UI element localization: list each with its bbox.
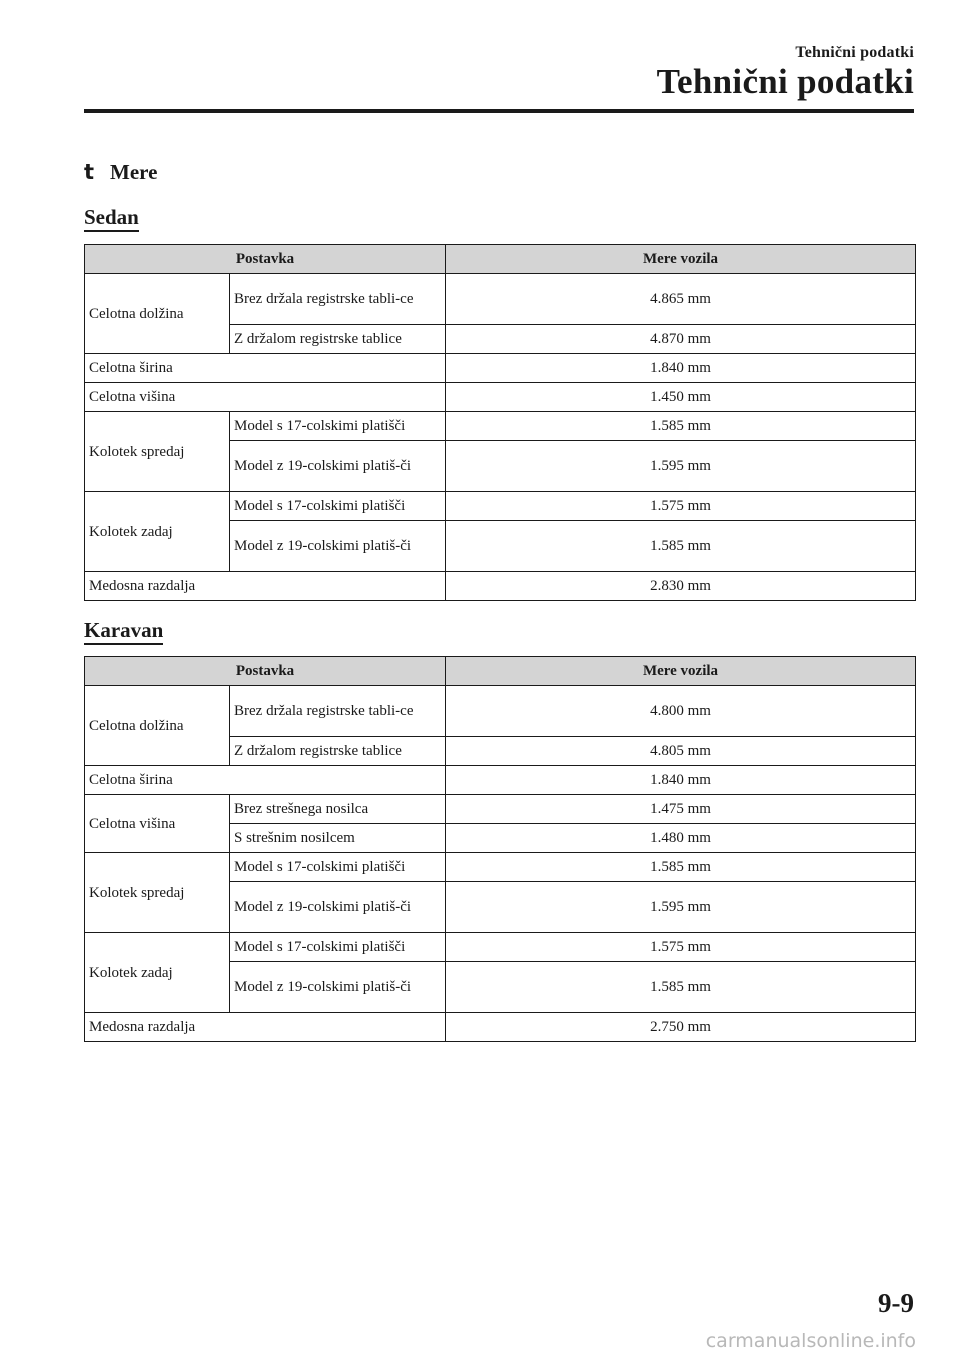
row-value: 2.830 mm	[446, 572, 916, 601]
table-row	[85, 412, 916, 441]
row-value: 4.870 mm	[446, 325, 916, 354]
row-value: 1.585 mm	[446, 962, 916, 1013]
row-value: 1.585 mm	[446, 853, 916, 882]
row-group-label: Kolotek zadaj	[85, 933, 230, 1013]
row-group-label: Celotna dolžina	[85, 686, 230, 766]
page-number: 9-9	[878, 1288, 914, 1318]
table-row	[85, 853, 916, 882]
row-sub-label: Brez držala registrske tabli-ce	[230, 686, 446, 737]
table-row	[85, 933, 916, 962]
row-item-label: Medosna razdalja	[85, 572, 446, 601]
row-sub-label: S strešnim nosilcem	[230, 824, 446, 853]
header-mere-vozila: Mere vozila	[446, 657, 916, 686]
table-row	[85, 572, 916, 601]
row-item-label: Celotna širina	[85, 766, 446, 795]
karavan-title: Karavan	[84, 618, 163, 645]
row-sub-label: Model s 17-colskimi platišči	[230, 853, 446, 882]
row-sub-label: Model s 17-colskimi platišči	[230, 412, 446, 441]
row-value: 1.575 mm	[446, 492, 916, 521]
row-sub-label: Z držalom registrske tablice	[230, 325, 446, 354]
row-value: 1.475 mm	[446, 795, 916, 824]
row-group-label: Kolotek spredaj	[85, 853, 230, 933]
row-sub-label: Model z 19-colskimi platiš-či	[230, 441, 446, 492]
row-item-label: Celotna višina	[85, 383, 446, 412]
header-postavka: Postavka	[85, 245, 446, 274]
table-row	[85, 383, 916, 412]
row-value: 4.805 mm	[446, 737, 916, 766]
section-title: Mere	[110, 160, 158, 184]
row-value: 1.450 mm	[446, 383, 916, 412]
row-item-label: Medosna razdalja	[85, 1013, 446, 1042]
table-header-row	[85, 245, 916, 274]
row-sub-label: Model s 17-colskimi platišči	[230, 492, 446, 521]
table-row	[85, 274, 916, 325]
running-header-small: Tehnični podatki	[795, 44, 914, 61]
section-bullet-icon: t	[84, 160, 95, 184]
table-row	[85, 766, 916, 795]
table-row	[85, 492, 916, 521]
row-sub-label: Model z 19-colskimi platiš-či	[230, 882, 446, 933]
header-postavka: Postavka	[85, 657, 446, 686]
table-header-row	[85, 657, 916, 686]
table-row	[85, 686, 916, 737]
row-sub-label: Model z 19-colskimi platiš-či	[230, 962, 446, 1013]
sedan-table	[84, 244, 916, 601]
row-value: 1.585 mm	[446, 412, 916, 441]
row-value: 4.865 mm	[446, 274, 916, 325]
row-group-label: Celotna dolžina	[85, 274, 230, 354]
chapter-title: Tehnični podatki	[656, 62, 914, 101]
table-row	[85, 795, 916, 824]
row-sub-label: Brez držala registrske tabli-ce	[230, 274, 446, 325]
row-value: 1.575 mm	[446, 933, 916, 962]
row-value: 1.840 mm	[446, 766, 916, 795]
row-item-label: Celotna širina	[85, 354, 446, 383]
table-row	[85, 1013, 916, 1042]
row-value: 1.480 mm	[446, 824, 916, 853]
row-group-label: Celotna višina	[85, 795, 230, 853]
row-sub-label: Brez strešnega nosilca	[230, 795, 446, 824]
row-value: 1.595 mm	[446, 441, 916, 492]
karavan-table	[84, 656, 916, 1042]
sedan-title: Sedan	[84, 205, 139, 232]
row-value: 1.840 mm	[446, 354, 916, 383]
row-sub-label: Z držalom registrske tablice	[230, 737, 446, 766]
row-value: 4.800 mm	[446, 686, 916, 737]
section-heading	[84, 160, 157, 185]
row-sub-label: Model s 17-colskimi platišči	[230, 933, 446, 962]
row-group-label: Kolotek zadaj	[85, 492, 230, 572]
header-mere-vozila: Mere vozila	[446, 245, 916, 274]
row-value: 1.585 mm	[446, 521, 916, 572]
row-value: 1.595 mm	[446, 882, 916, 933]
row-sub-label: Model z 19-colskimi platiš-či	[230, 521, 446, 572]
table-row	[85, 354, 916, 383]
header-rule	[84, 109, 914, 113]
watermark: carmanualsonline.info	[705, 1330, 916, 1352]
row-group-label: Kolotek spredaj	[85, 412, 230, 492]
row-value: 2.750 mm	[446, 1013, 916, 1042]
